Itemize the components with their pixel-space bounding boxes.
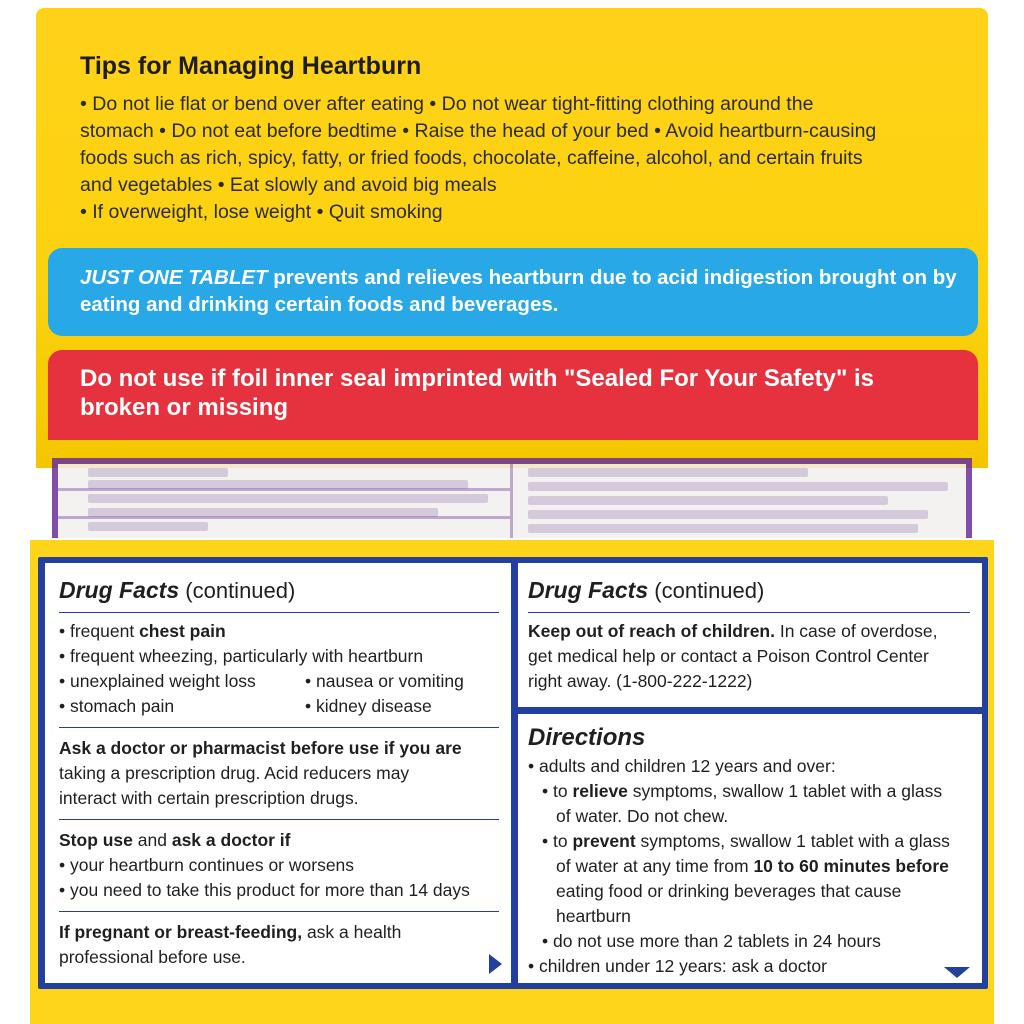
inner-flap <box>52 458 972 538</box>
ask-doctor-text: interact with certain prescription drugs. <box>59 788 359 808</box>
seal-warning-text: Do not use if foil inner seal imprinted with "Sealed For Your Safety" is broken or missing <box>80 365 875 421</box>
directions-panel <box>518 714 982 983</box>
divider <box>59 911 499 912</box>
ask-doctor-text: taking a prescription drug. Acid reducers may <box>59 763 410 783</box>
directions-item: • children under 12 years: ask a doctor <box>528 956 827 976</box>
warning-grid-row: • unexplained weight loss • nausea or vomiting <box>59 671 464 691</box>
keep-out-of-reach: Keep out of reach of children. In case of overdose, <box>528 621 938 641</box>
tips-line: foods such as rich, spicy, fatty, or fried foods, chocolate, caffeine, alcohol, and certain fruits <box>80 147 863 169</box>
keep-out-of-reach: right away. (1-800-222-1222) <box>528 671 753 691</box>
ask-doctor-heading: Ask a doctor or pharmacist before use if you are <box>59 738 462 758</box>
directions-item: eating food or drinking beverages that cause <box>556 881 902 901</box>
divider <box>528 612 970 613</box>
left-panel-title: Drug Facts (continued) <box>59 577 296 603</box>
directions-item: • to relieve symptoms, swallow 1 tablet with a glass <box>542 781 943 801</box>
warning-item: • frequent wheezing, particularly with heartburn <box>59 646 424 666</box>
continue-arrow-icon <box>489 954 502 974</box>
tips-line: stomach • Do not eat before bedtime • Raise the head of your bed • Avoid heartburn-causing <box>80 120 877 142</box>
directions-item: • do not use more than 2 tablets in 24 hours <box>542 931 881 951</box>
directions-item: heartburn <box>556 906 631 926</box>
claim-text <box>80 264 960 318</box>
directions-title: Directions <box>528 724 646 751</box>
tips-line: • If overweight, lose weight • Quit smoking <box>80 201 443 223</box>
warning-grid-row: • stomach pain • kidney disease <box>59 696 432 716</box>
keep-out-of-reach: get medical help or contact a Poison Control Center <box>528 646 929 666</box>
right-panel-title: Drug Facts (continued) <box>528 577 765 603</box>
stop-use-item: • you need to take this product for more than 14 days <box>59 880 470 900</box>
divider <box>59 612 499 613</box>
directions-item: • to prevent symptoms, swallow 1 tablet with a glass <box>542 831 950 851</box>
divider <box>59 727 499 728</box>
claim-emphasis: JUST ONE TABLET <box>80 266 268 289</box>
drug-facts-left-panel <box>45 563 511 983</box>
tips-line: and vegetables • Eat slowly and avoid big meals <box>80 174 497 196</box>
pregnancy-warning: If pregnant or breast-feeding, ask a health <box>59 922 402 942</box>
tips-title: Tips for Managing Heartburn <box>80 52 422 80</box>
continue-down-arrow-icon <box>944 967 970 978</box>
claim-rest: prevents and relieves heartburn due to acid indigestion brought on by eating and drinking certain foods and beverages. <box>80 266 957 316</box>
directions-item: • adults and children 12 years and over: <box>528 756 836 776</box>
drug-facts-right-panel <box>518 563 982 707</box>
warning-item: • frequent chest pain <box>59 621 226 641</box>
stop-use-heading: Stop use and ask a doctor if <box>59 830 291 850</box>
directions-item: of water. Do not chew. <box>556 806 729 826</box>
directions-item: of water at any time from 10 to 60 minutes before <box>556 856 949 876</box>
divider <box>59 819 499 820</box>
stop-use-item: • your heartburn continues or worsens <box>59 855 355 875</box>
tips-body <box>80 91 930 226</box>
pregnancy-warning: professional before use. <box>59 947 246 967</box>
tips-line: • Do not lie flat or bend over after eating • Do not wear tight-fitting clothing around the <box>80 93 814 115</box>
